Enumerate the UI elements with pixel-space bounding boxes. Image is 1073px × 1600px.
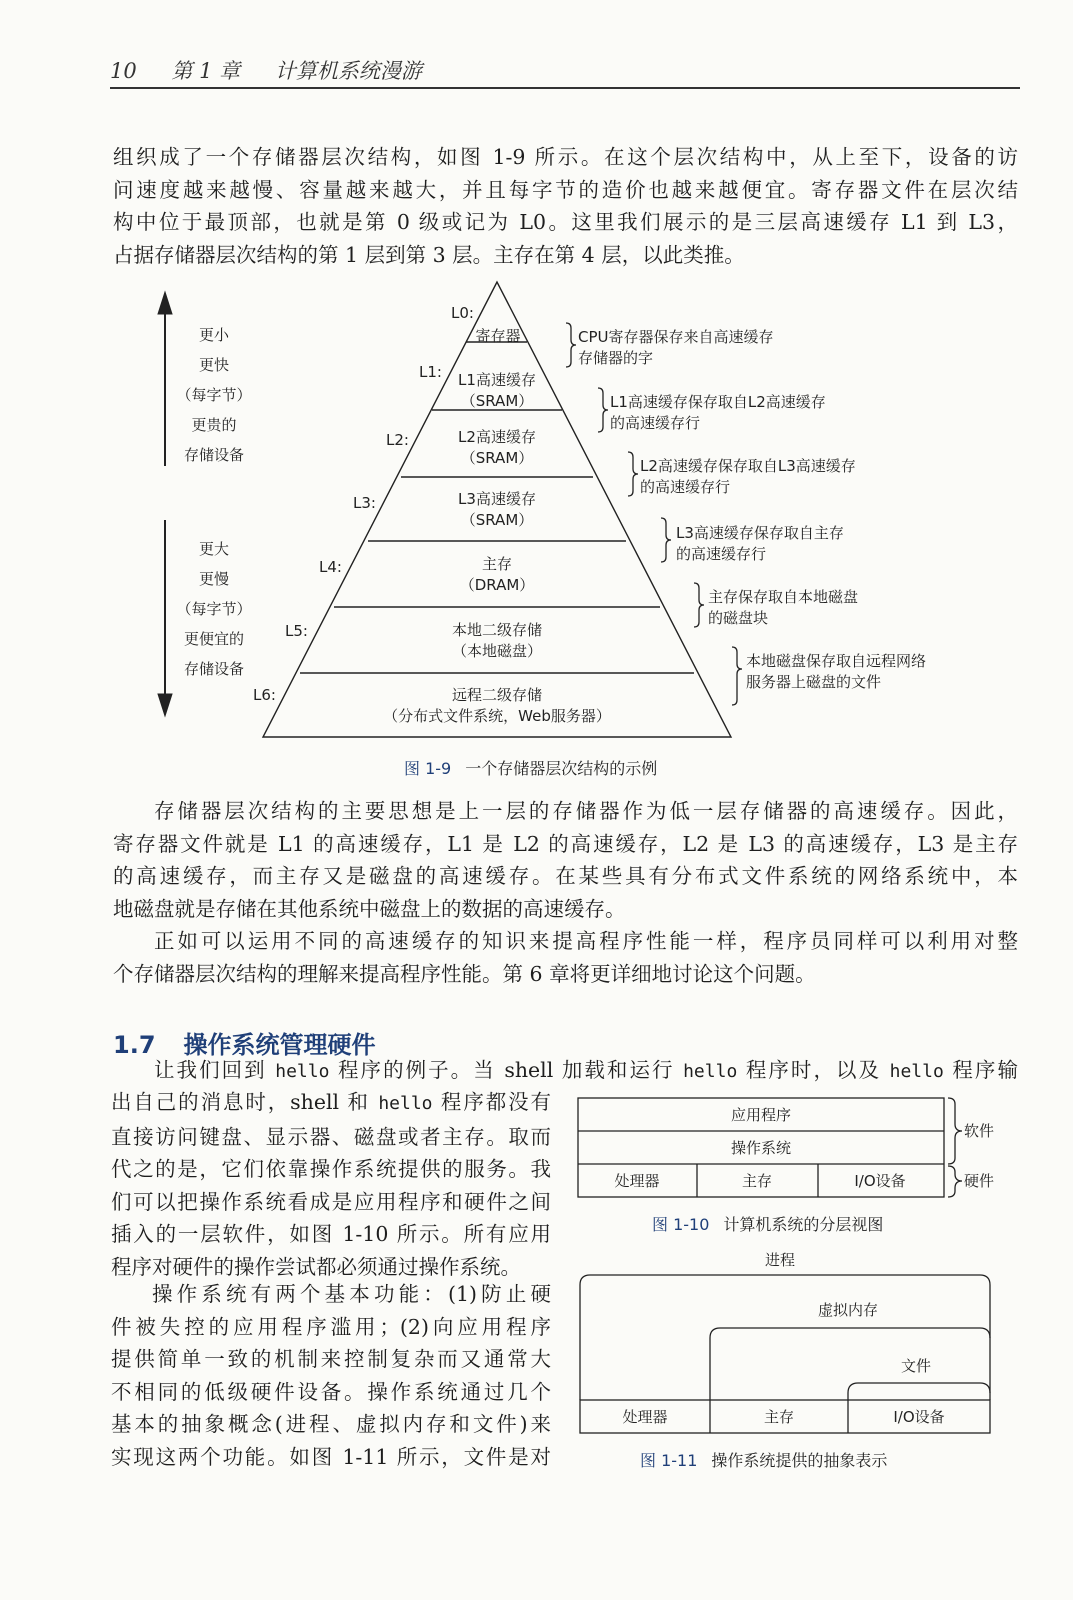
level-label: L3高速缓存 (458, 490, 536, 508)
text-line: 个存储器层次结构的理解来提高程序性能。第 6 章将更详细地讨论这个问题。 (113, 961, 816, 986)
pyramid-outline (263, 282, 731, 737)
abstraction-label: 虚拟内存 (817, 1301, 879, 1319)
code-run: hello (275, 1061, 330, 1082)
level-tag: L3: (353, 494, 376, 512)
code-run: hello (378, 1093, 433, 1114)
level-label: 远程二级存储 (451, 686, 543, 704)
text-line: 正如可以运用不同的高速缓存的知识来提高程序性能一样，程序员同样可以利用对整 (154, 929, 1018, 953)
side-label: 更快 (198, 356, 230, 374)
brace (694, 583, 704, 627)
level-note: 本地磁盘保存取自远程网络 (746, 652, 927, 670)
level-label: （分布式文件系统，Web服务器） (383, 707, 611, 725)
side-label: 更小 (198, 326, 230, 344)
figure-number: 图 1-9 (404, 759, 452, 778)
brace (598, 388, 608, 432)
level-note: L3高速缓存保存取自主存 (676, 524, 844, 542)
level-label: （SRAM） (460, 392, 534, 410)
layer-label: 处理器 (614, 1172, 660, 1190)
text-run: 程序时，以及 (737, 1058, 890, 1082)
level-label: L1高速缓存 (458, 371, 536, 389)
side-label: 存储设备 (183, 446, 245, 464)
level-note: 的高速缓存行 (610, 414, 701, 432)
text-line: 寄存器文件就是 L1 的高速缓存，L1 是 L2 的高速缓存，L2 是 L3 的高速缓存，L3 是主存 (113, 831, 1018, 856)
virtual-memory-bracket (710, 1328, 990, 1400)
side-label: 更慢 (198, 570, 230, 588)
arrow-down-icon (158, 694, 172, 716)
figure-caption (652, 1212, 883, 1235)
text-run: 程序都没有 (432, 1090, 551, 1114)
hardware-label: I/O设备 (893, 1408, 945, 1426)
brace (661, 518, 671, 562)
section-title: 操作系统管理硬件 (183, 1031, 376, 1059)
level-tag: L2: (386, 431, 409, 449)
text-line: 地磁盘就是存储在其他系统中磁盘上的数据的高速缓存。 (113, 896, 626, 921)
code-run: hello (683, 1061, 738, 1082)
layered-view-figure (570, 1090, 1010, 1210)
side-label: 更大 (198, 540, 230, 558)
brace-label: 软件 (964, 1122, 995, 1140)
process-bracket (580, 1275, 990, 1400)
brace (948, 1098, 962, 1164)
abstraction-label: 文件 (900, 1357, 932, 1375)
text-line: 组织成了一个存储器层次结构，如图 1-9 所示。在这个层次结构中，从上至下，设备的访 (113, 145, 1018, 169)
level-label: （本地磁盘） (451, 642, 543, 660)
paragraph-1 (113, 141, 1018, 271)
figure-caption-text: 操作系统提供的抽象表示 (711, 1451, 888, 1470)
text-line: 操作系统有两个基本功能：(1)防止硬 (152, 1282, 551, 1306)
figure-caption-text: 一个存储器层次结构的示例 (465, 759, 658, 778)
hardware-label: 处理器 (622, 1408, 668, 1426)
figure-caption (640, 1448, 887, 1471)
chapter-title: 计算机系统漫游 (274, 59, 422, 83)
side-label: （每字节） (176, 386, 252, 404)
side-label: 更便宜的 (183, 630, 245, 648)
text-line: 提供简单一致的机制来控制复杂而又通常大 (111, 1347, 551, 1371)
side-label: 存储设备 (183, 660, 245, 678)
running-head (110, 55, 450, 85)
side-label: （每字节） (176, 600, 252, 618)
brace (948, 1166, 962, 1197)
text-line: 实现这两个功能。如图 1-11 所示，文件是对 (111, 1444, 551, 1469)
section-number: 1.7 (113, 1031, 156, 1059)
file-bracket (848, 1383, 990, 1400)
level-tag: L6: (253, 686, 276, 704)
figure-caption (404, 756, 657, 779)
level-note: 主存保存取自本地磁盘 (708, 588, 859, 606)
arrow-up-icon (158, 292, 172, 314)
paragraph-2 (113, 795, 1018, 925)
text-line: 件被失控的应用程序滥用；(2)向应用程序 (111, 1314, 551, 1339)
hardware-label: 主存 (763, 1408, 795, 1426)
level-label: 主存 (481, 555, 513, 573)
text-line: 直接访问键盘、显示器、磁盘或者主存。取而 (111, 1124, 551, 1149)
direction-arrow (158, 292, 172, 716)
text-line: 插入的一层软件，如图 1-10 所示。所有应用 (111, 1222, 551, 1246)
abstractions-figure (570, 1245, 1010, 1440)
figure-caption-text: 计算机系统的分层视图 (723, 1215, 884, 1234)
level-note: 的高速缓存行 (640, 478, 731, 496)
brace (628, 452, 638, 496)
header-rule (110, 87, 1020, 89)
level-label: （SRAM） (460, 511, 534, 529)
text-run: 让我们回到 (154, 1058, 276, 1082)
layer-label: 主存 (741, 1172, 773, 1190)
level-label: （DRAM） (459, 576, 535, 594)
text-line: 们可以把操作系统看成是应用程序和硬件之间 (111, 1189, 551, 1214)
level-note: L1高速缓存保存取自L2高速缓存 (610, 393, 826, 411)
figure-number: 图 1-10 (652, 1215, 710, 1234)
text-run: 程序输 (943, 1058, 1018, 1082)
level-note: 服务器上磁盘的文件 (746, 673, 882, 691)
level-label: 寄存器 (475, 327, 521, 345)
level-note: 的高速缓存行 (676, 545, 767, 563)
level-label: L2高速缓存 (458, 428, 536, 446)
paragraph-3 (113, 925, 1018, 990)
text-run: 出自己的消息时，shell 和 (111, 1090, 379, 1114)
memory-hierarchy-figure (0, 270, 1073, 790)
paragraph-4-lead (113, 1054, 1018, 1089)
layer-label: I/O设备 (854, 1172, 906, 1190)
text-run: 程序的例子。当 shell 加载和运行 (329, 1058, 684, 1082)
layer-label: 应用程序 (730, 1106, 792, 1124)
code-run: hello (889, 1061, 944, 1082)
level-note: CPU寄存器保存来自高速缓存 (578, 328, 774, 346)
abstraction-label: 进程 (764, 1251, 796, 1269)
level-note: 存储器的字 (578, 349, 654, 367)
brace-label: 硬件 (964, 1172, 995, 1190)
text-line (111, 1086, 551, 1121)
chapter-label: 第 1 章 (171, 59, 241, 83)
level-tag: L0: (451, 304, 474, 322)
text-line: 程序对硬件的操作尝试都必须通过操作系统。 (111, 1254, 521, 1279)
text-line (113, 1054, 1018, 1089)
paragraph-4-body (111, 1086, 551, 1283)
text-line: 问速度越来越慢、容量越来越大，并且每字节的造价也越来越便宜。寄存器文件在层次结 (113, 177, 1018, 202)
brace (566, 323, 576, 367)
level-tag: L1: (419, 363, 442, 381)
level-tag: L5: (285, 622, 308, 640)
level-tag: L4: (319, 558, 342, 576)
level-note: 的磁盘块 (708, 609, 769, 627)
text-line: 代之的是，它们依靠操作系统提供的服务。我 (111, 1157, 551, 1181)
level-note: L2高速缓存保存取自L3高速缓存 (640, 457, 856, 475)
text-line: 的高速缓存，而主存又是磁盘的高速缓存。在某些具有分布式文件系统的网络系统中，本 (113, 864, 1018, 888)
brace (732, 647, 742, 705)
text-line: 构中位于最顶部，也就是第 0 级或记为 L0。这里我们展示的是三层高速缓存 L1 到 L3， (113, 210, 1018, 234)
text-line: 存储器层次结构的主要思想是上一层的存储器作为低一层存储器的高速缓存。因此， (154, 799, 1018, 823)
figure-number: 图 1-11 (640, 1451, 698, 1470)
layer-label: 操作系统 (730, 1139, 792, 1157)
paragraph-5 (111, 1278, 551, 1473)
text-line: 不相同的低级硬件设备。操作系统通过几个 (111, 1379, 551, 1404)
text-line: 基本的抽象概念(进程、虚拟内存和文件)来 (111, 1412, 551, 1436)
level-label: （SRAM） (460, 449, 534, 467)
level-label: 本地二级存储 (451, 621, 543, 639)
side-label: 更贵的 (191, 416, 237, 434)
text-line: 占据存储器层次结构的第 1 层到第 3 层。主存在第 4 层，以此类推。 (113, 242, 745, 267)
page-number: 10 (110, 59, 137, 83)
